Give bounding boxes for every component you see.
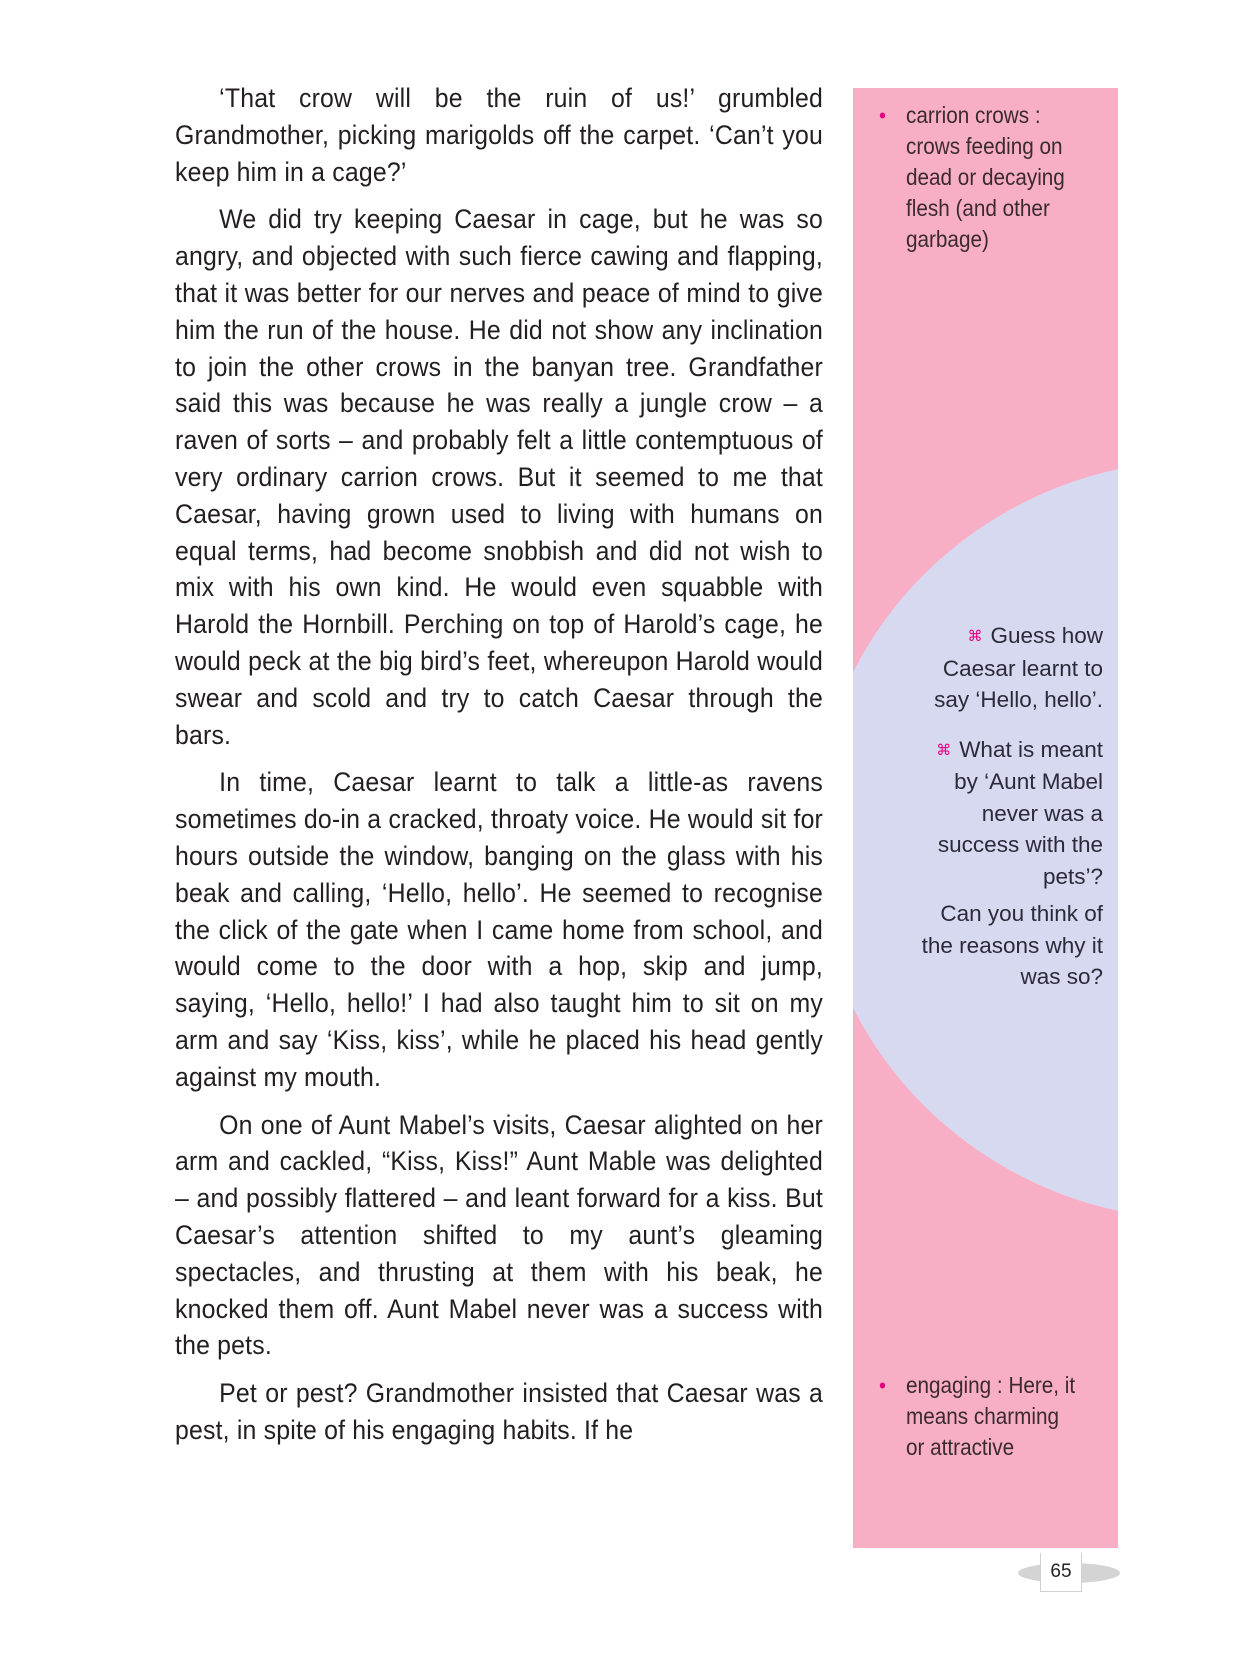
question-text: Guess how Caesar learnt to say ‘Hello, hello’. — [934, 623, 1103, 712]
bullet-icon: • — [879, 1373, 886, 1398]
paragraph: Pet or pest? Grandmother insisted that Caesar was a pest, in spite of his engaging habits. If he — [175, 1378, 824, 1445]
bullet-icon: • — [879, 103, 886, 128]
question-item — [913, 734, 1103, 993]
page-number-badge — [1018, 1553, 1120, 1593]
glossary-text: carrion crows : crows feeding on dead or decaying flesh (and other garbage) — [906, 102, 1065, 252]
command-bullet-icon: ⌘ — [936, 741, 952, 759]
question-followup: Can you think of the reasons why it was so? — [921, 901, 1103, 989]
comprehension-questions — [913, 620, 1103, 1003]
question-item — [913, 620, 1103, 716]
glossary-item-engaging — [879, 1370, 1082, 1463]
paragraph: We did try keeping Caesar in cage, but he was so angry, and objected with such fierce cawing and flapping, that it was better for our nerves and peace of mind to give him the run of the house. He did not show any inclination to join the other crows in the banyan tree. Grandfather said this was because he was really a jungle crow – a raven of sorts – and probably felt a little contemptuous of very ordinary carrion crows. But it seemed to me that Caesar, having grown used to living with humans on equal terms, had become snobbish and did not wish to mix with his own kind. He would even squabble with Harold the Hornbill. Perching on top of Harold’s cage, he would peck at the big bird’s feet, whereupon Harold would swear and scold and try to catch Caesar through the bars. — [175, 204, 824, 750]
glossary-text: engaging : Here, it means charming or attractive — [906, 1372, 1076, 1460]
paragraph: On one of Aunt Mabel’s visits, Caesar alighted on her arm and cackled, “Kiss, Kiss!” Aunt Mable was delighted – and possibly flattered – and leant forward for a kiss. But Caesar’s attention shifted to my aunt’s gleaming spectacles, and thrusting at them with his beak, he knocked them off. Aunt Mabel never was a success with the pets. — [175, 1109, 824, 1361]
margin-sidebar — [853, 88, 1118, 1548]
command-bullet-icon: ⌘ — [967, 628, 983, 645]
question-text: What is meant by ‘Aunt Mabel never was a success with the pets’? — [937, 736, 1103, 889]
story-text — [175, 80, 823, 1460]
page-number: 65 — [1040, 1553, 1082, 1592]
paragraph: In time, Caesar learnt to talk a little-as ravens sometimes do-in a cracked, throaty voice. He would sit for hours outside the window, banging on the glass with his beak and calling, ‘Hello, hello’. He seemed to recognise the click of the gate when I came home from school, and would come to the door with a hop, skip and jump, saying, ‘Hello, hello!’ I had also taught him to sit on my arm and say ‘Kiss, kiss’, while he placed his head gently against my mouth. — [175, 767, 824, 1092]
paragraph: ‘That crow will be the ruin of us!’ grumbled Grandmother, picking marigolds off the carpet. ‘Can’t you keep him in a cage?’ — [175, 83, 824, 187]
glossary-item-carrion-crows — [879, 100, 1082, 255]
